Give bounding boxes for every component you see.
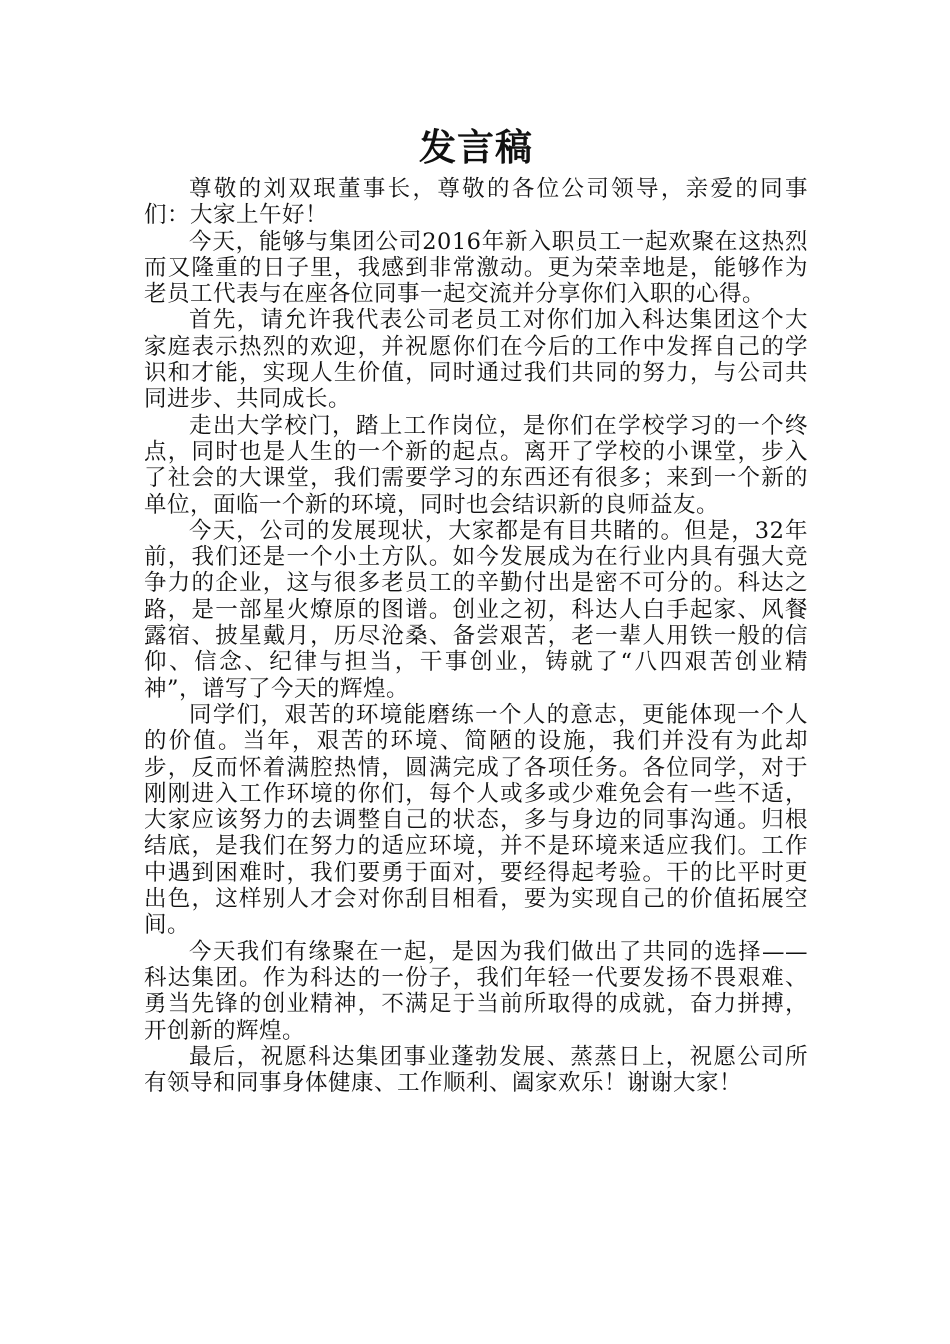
paragraph-welcome: 首先，请允许我代表公司老员工对你们加入科达集团这个大家庭表示热烈的欢迎，并祝愿你们在今后的工作中发挥自己的学识和才能，实现人生价值，同时通过我们共同的努力，与公司共同进步、共同成长。 xyxy=(144,307,808,413)
paragraph-closing: 最后，祝愿科达集团事业蓬勃发展、蒸蒸日上，祝愿公司所有领导和同事身体健康、工作顺利、阖家欢乐！谢谢大家！ xyxy=(144,1043,808,1097)
paragraph-advice: 同学们，艰苦的环境能磨练一个人的意志，更能体现一个人的价值。当年，艰苦的环境、简陋的设施，我们并没有为此却步，反而怀着满腔热情，圆满完成了各项任务。各位同学，对于刚刚进入工作环境的你们，每个人或多或少难免会有一些不适，大家应该努力的去调整自己的状态，多与身边的同事沟通。归根结底，是我们在努力的适应环境，并不是环境来适应我们。工作中遇到困难时，我们要勇于面对，要经得起考验。干的比平时更出色，这样别人才会对你刮目相看，要为实现自己的价值拓展空间。 xyxy=(144,701,808,939)
document-body xyxy=(144,176,808,1096)
paragraph-company-history: 今天，公司的发展现状，大家都是有目共睹的。但是，32年前，我们还是一个小土方队。如今发展成为在行业内具有强大竞争力的企业，这与很多老员工的辛勤付出是密不可分的。科达之路，是一部星火燎原的图谱。创业之初，科达人白手起家、风餐露宿、披星戴月，历尽沧桑、备尝艰苦，老一辈人用铁一般的信仰、信念、纪律与担当，干事创业，铸就了“八四艰苦创业精神”，谱写了今天的辉煌。 xyxy=(144,517,808,702)
paragraph-introduction: 今天，能够与集团公司2016年新入职员工一起欢聚在这热烈而又隆重的日子里，我感到非常激动。更为荣幸地是，能够作为老员工代表与在座各位同事一起交流并分享你们入职的心得。 xyxy=(144,228,808,308)
paragraph-new-start: 走出大学校门，踏上工作岗位，是你们在学校学习的一个终点，同时也是人生的一个新的起点。离开了学校的小课堂，步入了社会的大课堂，我们需要学习的东西还有很多；来到一个新的单位，面临一个新的环境，同时也会结识新的良师益友。 xyxy=(144,412,808,518)
paragraph-shared-choice: 今天我们有缘聚在一起，是因为我们做出了共同的选择——科达集团。作为科达的一份子，我们年轻一代要发扬不畏艰难、勇当先锋的创业精神，不满足于当前所取得的成就，奋力拼搏，开创新的辉煌。 xyxy=(144,938,808,1044)
paragraph-greeting: 尊敬的刘双珉董事长，尊敬的各位公司领导，亲爱的同事们：大家上午好！ xyxy=(144,176,808,229)
document-page xyxy=(144,120,808,1096)
document-title: 发言稿 xyxy=(419,126,533,169)
